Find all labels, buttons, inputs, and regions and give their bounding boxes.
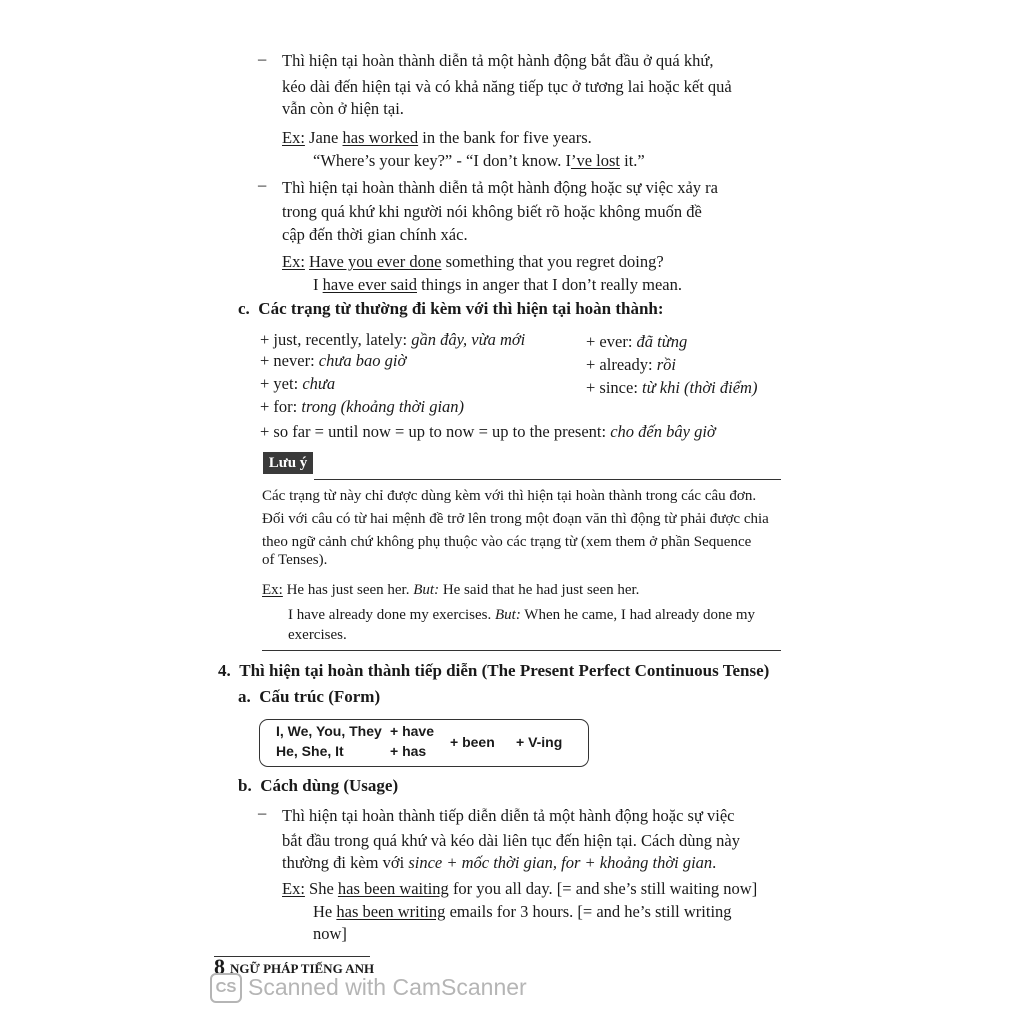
- example-line: I have ever said things in anger that I don’t really mean.: [313, 275, 682, 294]
- example-verb: has been writing: [336, 902, 446, 921]
- form-ving: + V-ing: [516, 734, 563, 750]
- note-example: I have already done my exercises. But: When he came, I had already done my: [288, 607, 756, 623]
- adverb-item: + yet: chưa: [260, 374, 336, 393]
- example-line: Ex: Jane has worked in the bank for five years.: [282, 128, 592, 147]
- paragraph-line: thường đi kèm với since + mốc thời gian, for + khoảng thời gian.: [282, 853, 717, 872]
- note-example: exercises.: [288, 627, 347, 643]
- footer-rule: [214, 956, 370, 957]
- section-c-heading: c. Các trạng từ thường đi kèm với thì hiện tại hoàn thành:: [238, 299, 664, 318]
- paragraph-line: Thì hiện tại hoàn thành diễn tả một hành động hoặc sự việc xảy ra: [282, 178, 718, 197]
- form-subjects: I, We, You, They: [276, 723, 382, 739]
- example-verb: has been waiting: [337, 879, 449, 898]
- page-number: 8: [214, 954, 225, 979]
- example-verb: ’ve lost: [570, 151, 620, 170]
- paragraph-line: Thì hiện tại hoàn thành tiếp diễn diễn tả một hành động hoặc sự việc: [282, 806, 735, 825]
- example-line: Ex: She has been waiting for you all day. [= and she’s still waiting now]: [282, 879, 758, 898]
- form-been: + been: [450, 734, 495, 750]
- note-top-rule: [314, 479, 781, 480]
- adverb-item: + never: chưa bao giờ: [260, 351, 407, 370]
- example-line: “Where’s your key?” - “I don’t know. I’ve lost it.”: [313, 151, 645, 170]
- note-example: Ex: He has just seen her. But: He said that he had just seen her.: [262, 582, 640, 598]
- example-line: Ex: Have you ever done something that you regret doing?: [282, 252, 664, 271]
- note-line: Các trạng từ này chỉ được dùng kèm với thì hiện tại hoàn thành trong các câu đơn.: [262, 488, 757, 504]
- adverb-item: + since: từ khi (thời điểm): [586, 378, 758, 397]
- example-line: now]: [313, 924, 347, 943]
- footer-book-title: NGỮ PHÁP TIẾNG ANH: [230, 961, 375, 976]
- bullet-dash: –: [258, 803, 267, 822]
- example-verb: has worked: [342, 128, 419, 147]
- section-4-heading: 4. Thì hiện tại hoàn thành tiếp diễn (The Present Perfect Continuous Tense): [218, 661, 770, 680]
- adverb-item: + already: rồi: [586, 355, 676, 374]
- example-label: Ex:: [282, 128, 305, 147]
- form-structure-box: [259, 719, 589, 767]
- watermark-text: Scanned with CamScanner: [248, 974, 527, 1000]
- adverb-item: + just, recently, lately: gần đây, vừa mới: [260, 330, 526, 349]
- section-4a-heading: a. Cấu trúc (Form): [238, 687, 381, 706]
- paragraph-line: kéo dài đến hiện tại và có khả năng tiếp tục ở tương lai hoặc kết quả: [282, 77, 732, 96]
- paragraph-line: trong quá khứ khi người nói không biết rõ hoặc không muốn đề: [282, 202, 702, 221]
- form-aux: + have: [390, 723, 434, 739]
- paragraph-line: Thì hiện tại hoàn thành diễn tả một hành động bắt đầu ở quá khứ,: [282, 51, 714, 70]
- bullet-dash: –: [258, 49, 267, 68]
- note-line: Đối với câu có từ hai mệnh đề trở lên trong một đoạn văn thì động từ phải được chia: [262, 511, 769, 527]
- note-bottom-rule: [262, 650, 781, 651]
- bullet-dash: –: [258, 175, 267, 194]
- paragraph-line: bắt đầu trong quá khứ và kéo dài liên tục đến hiện tại. Cách dùng này: [282, 831, 740, 850]
- form-subjects: He, She, It: [276, 743, 344, 759]
- example-label: Ex:: [282, 252, 305, 271]
- example-label: Ex:: [282, 879, 305, 898]
- adverb-item: + so far = until now = up to now = up to the present: cho đến bây giờ: [260, 422, 716, 441]
- note-line: of Tenses).: [262, 552, 328, 568]
- section-4b-heading: b. Cách dùng (Usage): [238, 776, 399, 795]
- example-verb: have ever said: [322, 275, 417, 294]
- camscanner-logo-icon: CS: [210, 973, 242, 1003]
- adverb-item: + for: trong (khoảng thời gian): [260, 397, 465, 416]
- example-line: He has been writing emails for 3 hours. [= and he’s still writing: [313, 902, 732, 921]
- note-line: theo ngữ cảnh chứ không phụ thuộc vào các trạng từ (xem them ở phần Sequence: [262, 534, 752, 550]
- example-verb: Have you ever done: [309, 252, 442, 271]
- form-aux: + has: [390, 743, 427, 759]
- adverb-item: + ever: đã từng: [586, 332, 688, 351]
- note-badge: Lưu ý: [263, 452, 313, 474]
- paragraph-line: vẫn còn ở hiện tại.: [282, 99, 404, 118]
- paragraph-line: cập đến thời gian chính xác.: [282, 225, 468, 244]
